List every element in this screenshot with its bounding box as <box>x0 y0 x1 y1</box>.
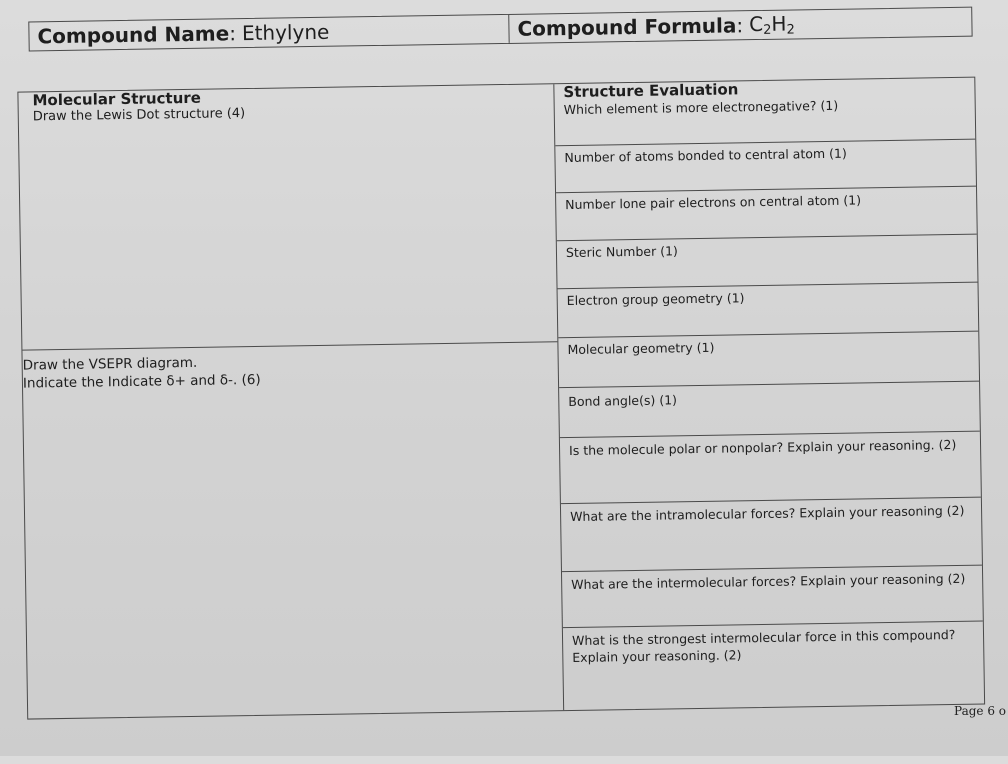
question-strongest-force: What is the strongest intermolecular force in this compound? Explain your reasoning. (2) <box>571 626 956 666</box>
question-intermolecular: What are the intermolecular forces? Explain your reasoning (2) <box>571 570 966 593</box>
question-steric-number: Steric Number (1) <box>565 243 678 261</box>
evaluation-row-3 <box>556 187 977 242</box>
compound-header <box>28 7 972 52</box>
question-electronegative: Which element is more electronegative? (1) <box>563 97 839 118</box>
evaluation-row-4 <box>557 235 978 290</box>
compound-name-value: Ethylyne <box>241 19 330 46</box>
question-molecular-geometry: Molecular geometry (1) <box>567 339 715 358</box>
worksheet-table <box>17 77 985 720</box>
compound-formula-label: Compound Formula <box>517 13 737 41</box>
lewis-structure-area <box>18 84 557 350</box>
evaluation-row-11 <box>563 622 984 711</box>
molecular-structure-title: Molecular Structure <box>32 88 202 110</box>
question-electron-geometry: Electron group geometry (1) <box>566 290 745 309</box>
evaluation-row-10 <box>562 566 983 629</box>
evaluation-row-8 <box>560 432 981 505</box>
evaluation-row-2 <box>555 140 976 194</box>
question-intramolecular: What are the intramolecular forces? Explain your reasoning (2) <box>570 502 965 525</box>
compound-name-cell: Compound Name : Ethylyne <box>29 15 509 51</box>
vsepr-diagram-area <box>22 342 558 392</box>
evaluation-row-7 <box>559 382 980 439</box>
compound-name-label: Compound Name <box>37 21 230 49</box>
compound-formula-value: $C_2H_2$ <box>748 11 795 38</box>
vsepr-prompt-line-2: Indicate the Indicate δ+ and δ-. (6) <box>22 371 261 392</box>
evaluation-row-1 <box>554 78 975 147</box>
evaluation-row-5 <box>558 283 979 339</box>
vsepr-prompt-line-1: Draw the VSEPR diagram. <box>22 354 198 374</box>
lewis-prompt: Draw the Lewis Dot structure (4) <box>32 106 246 125</box>
structure-evaluation-title: Structure Evaluation <box>563 80 739 102</box>
page-number: Page 6 o <box>954 704 1006 718</box>
evaluation-row-6 <box>558 332 979 389</box>
molecular-structure-column <box>18 84 564 718</box>
question-bond-angles: Bond angle(s) (1) <box>568 392 678 410</box>
compound-formula-cell: Compound Formula : $C_2H_2$ <box>517 11 795 41</box>
question-lone-pairs: Number lone pair electrons on central atom (1) <box>565 192 862 213</box>
question-atoms-bonded: Number of atoms bonded to central atom (1) <box>564 145 847 166</box>
question-polarity: Is the molecule polar or nonpolar? Explain your reasoning. (2) <box>568 436 957 459</box>
structure-evaluation-column <box>554 78 984 711</box>
evaluation-row-9 <box>561 498 982 573</box>
